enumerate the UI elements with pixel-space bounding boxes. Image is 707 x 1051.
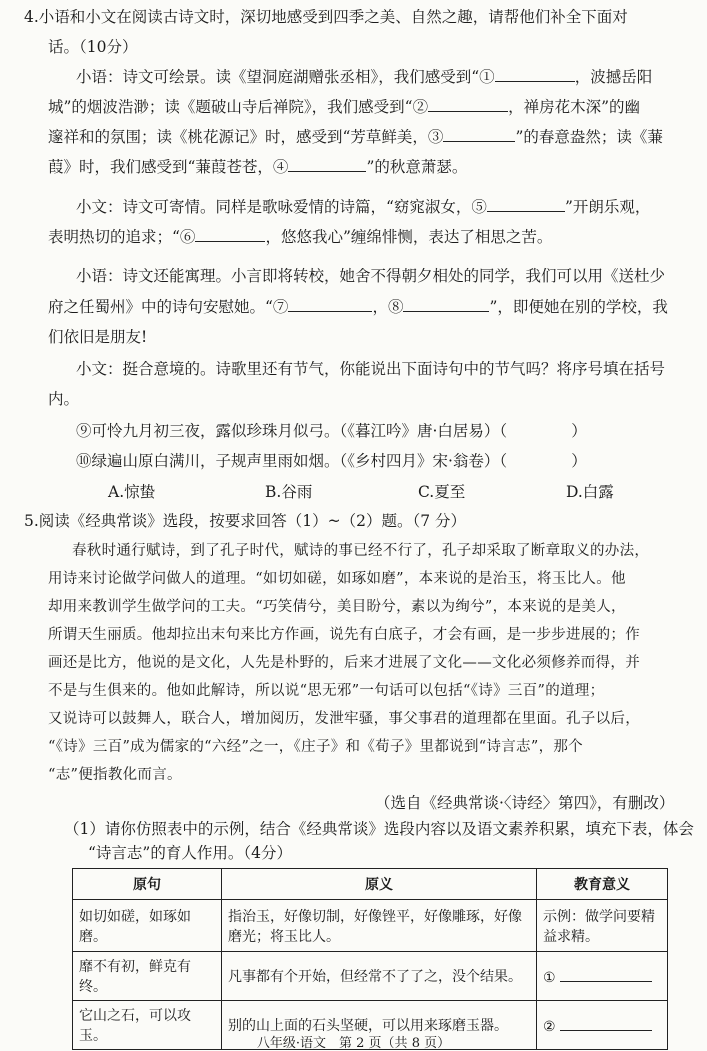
blank-4[interactable] <box>288 157 366 172</box>
passage-line: 用诗来讨论做学问做人的道理。“如切如磋，如琢如磨”，本来说的是治玉，将玉比人。他 <box>48 571 626 587</box>
blank-8[interactable] <box>403 297 489 312</box>
q4-line-1: 4.小语和小文在阅读古诗文时，深切地感受到四季之美、自然之趣，请帮他们补全下面对 <box>24 8 628 26</box>
cell-original: 如切如磋，如琢如磨。 <box>73 900 222 952</box>
q4-dialogue-line: 小文：挺合意境的。诗歌里还有节气，你能说出下面诗句中的节气吗？将序号填在括号 <box>76 360 666 378</box>
cell-original: 靡不有初，鲜克有终。 <box>73 952 222 1001</box>
cell-original: 它山之石，可以攻玉。 <box>73 1001 222 1050</box>
passage-line: “《诗》三百”成为儒家的“六经”之一，《庄子》和《荀子》里都说到“诗言志”，那个 <box>48 739 583 755</box>
poem-line-10: ⑩绿遍山原白满川，子规声里雨如烟。（《乡村四月》宋·翁卷）（ ） <box>76 452 587 470</box>
q4-dialogue-line: 内。 <box>48 390 80 408</box>
q4-dialogue-line: 们依旧是朋友! <box>48 328 148 346</box>
passage-line: 又说诗可以鼓舞人，联合人，增加阅历，发泄牢骚，事父事君的道理都在里面。孔子以后， <box>48 711 640 727</box>
q4-dialogue-line: 小语：诗文还能寓理。小言即将转校，她舍不得朝夕相处的同学，我们可以用《送杜少 <box>76 267 666 285</box>
cell-edu: 示例：做学问要精益求精。 <box>537 900 668 952</box>
cell-edu: ② <box>537 1001 668 1050</box>
q4-dialogue-line: 葭》时，我们感受到“蒹葭苍苍，④ ”的秋意萧瑟。 <box>48 158 468 176</box>
cell-meaning: 别的山上面的石头坚硬，可以用来琢磨玉器。 <box>222 1001 537 1050</box>
cell-edu: ① <box>537 952 668 1001</box>
q4-dialogue-line: 邃祥和的氛围；读《桃花源记》时，感受到“芳草鲜美，③ ”的春意盎然；读《蒹 <box>48 128 663 146</box>
passage-line: 不是与生俱来的。他如此解诗，所以说“思无邪”一句话可以包括“《诗》三百”的道理； <box>48 683 605 699</box>
answer-blank-1[interactable] <box>560 967 652 982</box>
q4-dialogue-line: 城”的烟波浩渺；读《题破山寺后禅院》，我们感受到“② ，禅房花木深”的幽 <box>48 98 641 116</box>
header-original: 原句 <box>73 869 222 900</box>
cell-meaning: 指治玉，好像切制，好像锉平，好像雕琢，好像磨光；将玉比人。 <box>222 900 537 952</box>
passage-line: 画还是比方，他说的是文化，人先是朴野的，后来才进展了文化——文化必须修养而得，并 <box>48 655 640 671</box>
cell-meaning: 凡事都有个开始，但经常不了了之，没个结果。 <box>222 952 537 1001</box>
table-row <box>73 900 668 952</box>
q4-dialogue-line: 表明热切的追求；“⑥ ，悠悠我心”缠绵悱恻，表达了相思之苦。 <box>48 228 553 246</box>
passage-line: 所谓天生丽质。他却拉出末句来比方作画，说先有白底子，才会有画，是一步步进展的；作 <box>48 627 640 643</box>
blank-2[interactable] <box>428 97 508 112</box>
q4-dialogue-line: 府之任蜀州》中的诗句安慰她。“⑦ ，⑧ ”，即便她在别的学校，我 <box>48 298 668 316</box>
answer-blank-2[interactable] <box>560 1016 652 1031</box>
education-table <box>72 868 668 1050</box>
option-b: B.谷雨 <box>265 483 313 501</box>
q4-dialogue-line: 小文：诗文可寄情。同样是歌咏爱情的诗篇，“窈窕淑女，⑤ ”开朗乐观， <box>76 198 651 216</box>
sub-question-1-cont: “诗言志”的育人作用。（4分） <box>88 844 292 862</box>
q4-line-2: 话。（10分） <box>48 38 138 56</box>
blank-6[interactable] <box>195 227 265 242</box>
table-header-row <box>73 869 668 900</box>
passage-line: 却用来教训学生做学问的工夫。“巧笑倩兮，美目盼兮，素以为绚兮”，本来说的是美人， <box>48 599 626 615</box>
passage-line: “志”便指教化而言。 <box>48 767 182 783</box>
blank-5[interactable] <box>487 197 565 212</box>
blank-1[interactable] <box>495 67 575 82</box>
page-footer: 八年级·语文 第 2 页（共 8 页） <box>256 1036 451 1051</box>
q5-title: 5.阅读《经典常谈》选段，按要求回答（1）~（2）题。（7 分） <box>24 512 467 530</box>
option-a: A.惊蛰 <box>108 483 156 501</box>
poem-line-9: ⑨可怜九月初三夜，露似珍珠月似弓。（《暮江吟》唐·白居易）（ ） <box>76 422 587 440</box>
header-edu: 教育意义 <box>537 869 668 900</box>
option-c: C.夏至 <box>418 483 466 501</box>
option-d: D.白露 <box>566 483 614 501</box>
passage-source: （选自《经典常谈·〈诗经〉第四》，有删改） <box>375 794 675 812</box>
sub-question-1: （1）请你仿照表中的示例，结合《经典常谈》选段内容以及语文素养积累，填充下表，体会 <box>64 820 694 838</box>
header-meaning: 原义 <box>222 869 537 900</box>
passage-line: 春秋时通行赋诗，到了孔子时代，赋诗的事已经不行了，孔子却采取了断章取义的办法， <box>72 543 650 559</box>
q4-dialogue-line: 小语：诗文可绘景。读《望洞庭湖赠张丞相》，我们感受到“① ，波撼岳阳 <box>76 68 653 86</box>
blank-7[interactable] <box>288 297 372 312</box>
blank-3[interactable] <box>443 127 515 142</box>
table-row <box>73 952 668 1001</box>
